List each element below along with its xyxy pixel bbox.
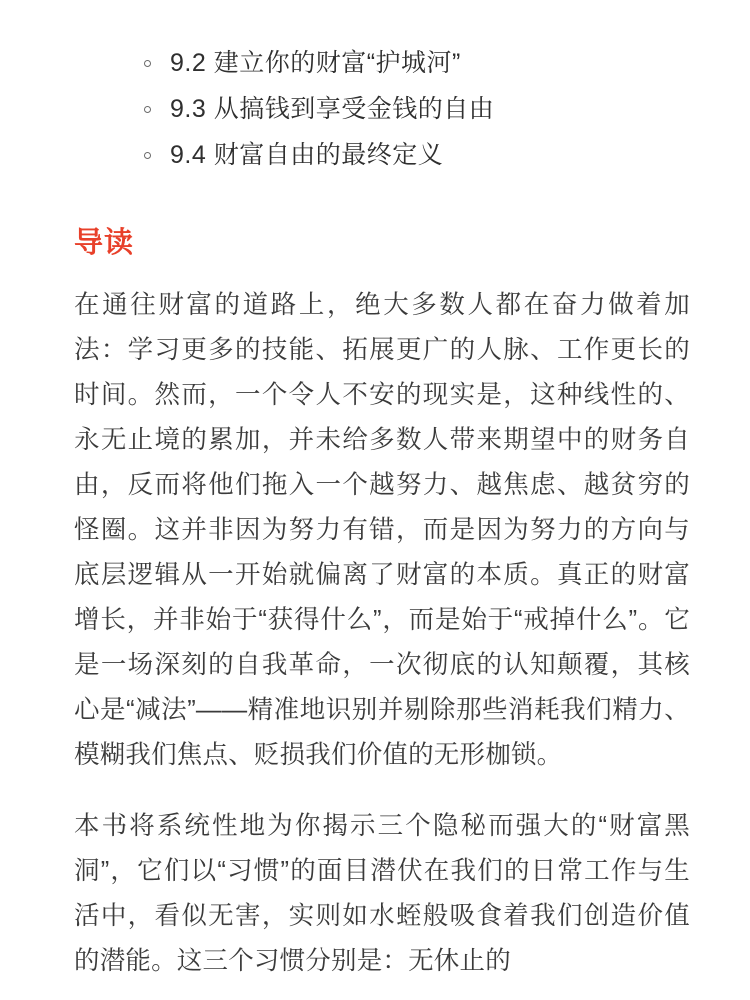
- body-paragraph: 在通往财富的道路上，绝大多数人都在奋力做着加法：学习更多的技能、拓展更广的人脉、工作更长的时间。然而，一个令人不安的现实是，这种线性的、永无止境的累加，并未给多数人带来期望中的财务自由，反而将他们拖入一个越努力、越焦虑、越贫穷的怪圈。这并非因为努力有错，而是因为努力的方向与底层逻辑从一开始就偏离了财富的本质。真正的财富增长，并非始于“获得什么”，而是始于“戒掉什么”。它是一场深刻的自我革命，一次彻底的认知颠覆，其核心是“减法”——精准地识别并剔除那些消耗我们精力、模糊我们焦点、贬损我们价值的无形枷锁。: [74, 291, 690, 769]
- list-item[interactable]: [170, 40, 690, 86]
- table-of-contents: [60, 40, 690, 178]
- list-item[interactable]: [170, 86, 690, 132]
- toc-item-label: 9.4 财富自由的最终定义: [170, 141, 444, 169]
- toc-item-label: 9.2 建立你的财富“护城河”: [170, 49, 461, 77]
- section-heading: 导读: [74, 227, 135, 259]
- list-item[interactable]: [170, 132, 690, 178]
- body-paragraph: 本书将系统性地为你揭示三个隐秘而强大的“财富黑洞”，它们以“习惯”的面目潜伏在我们的日常工作与生活中，看似无害，实则如水蛭般吸食着我们创造价值的潜能。这三个习惯分别是：无休止的: [74, 812, 690, 975]
- toc-item-label: 9.3 从搞钱到享受金钱的自由: [170, 95, 495, 123]
